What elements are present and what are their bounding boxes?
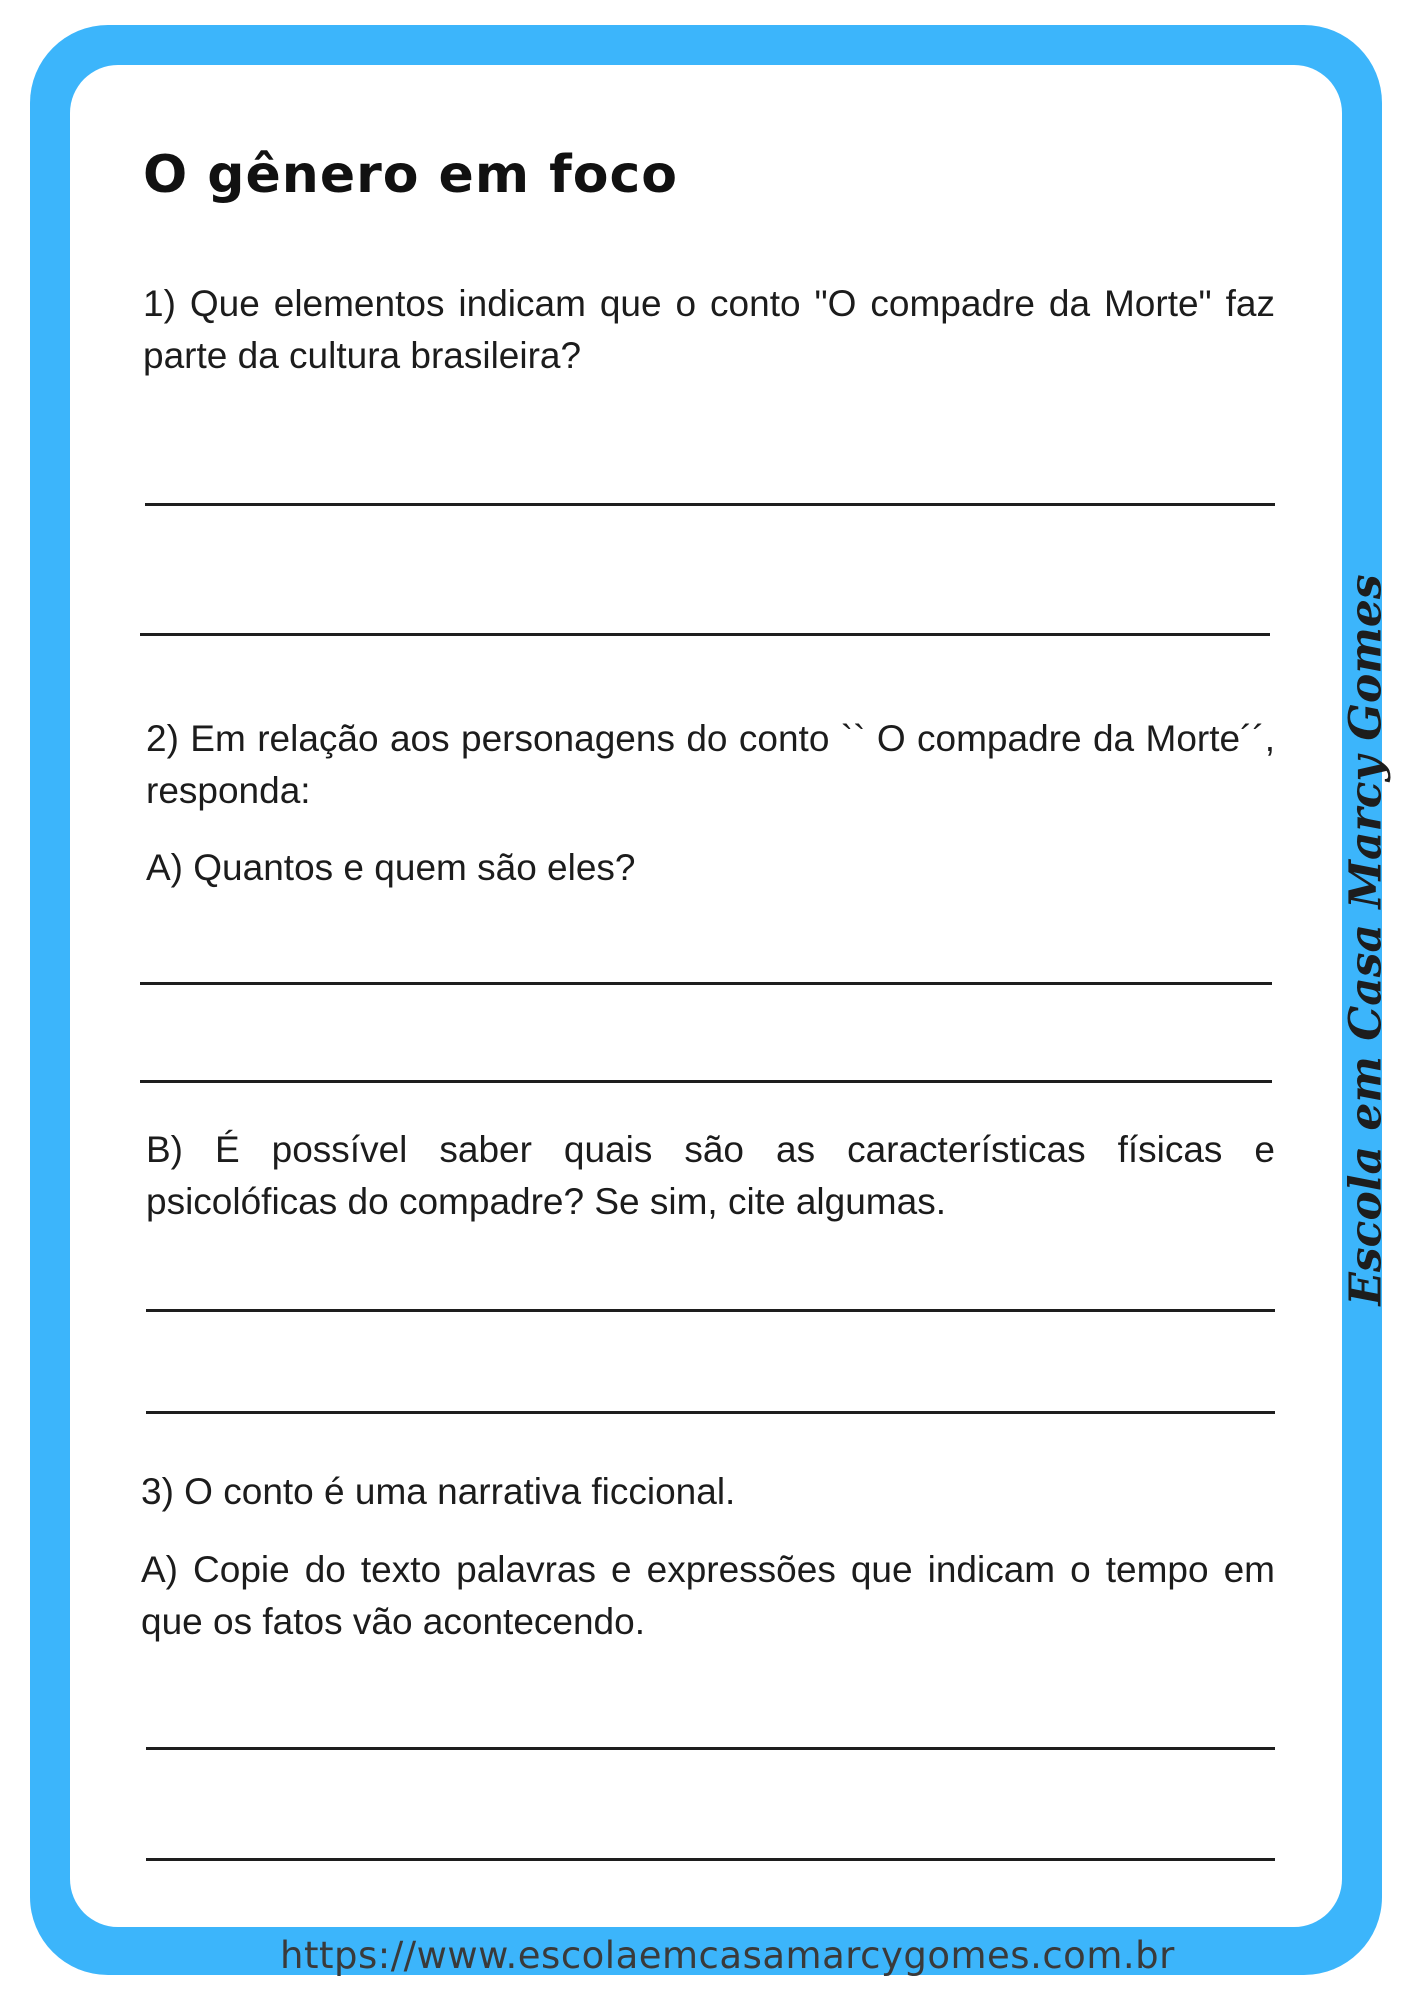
answer-line — [146, 1858, 1275, 1861]
question-3-text: 3) O conto é uma narrativa ficcional. — [141, 1471, 736, 1512]
answer-line — [140, 982, 1272, 985]
answer-line — [140, 1080, 1272, 1083]
question-2-text: 2) Em relação aos personagens do conto `` O compadre da Morte´´, responda: — [146, 718, 1275, 811]
question-1-text: 1) Que elementos indicam que o conto "O compadre da Morte" faz parte da cultura brasileira? — [143, 283, 1275, 376]
answer-line — [140, 633, 1270, 636]
answer-line — [146, 1309, 1275, 1312]
footer-website-url: https://www.escolaemcasamarcygomes.com.br — [280, 1934, 1175, 1977]
worksheet-title: O gênero em foco — [143, 145, 679, 205]
answer-line — [146, 1411, 1275, 1414]
question-3a-text: A) Copie do texto palavras e expressões que indicam o tempo em que os fatos vão acontecendo. — [141, 1549, 1275, 1642]
answer-line — [145, 503, 1275, 506]
question-2b-text: B) É possível saber quais são as características físicas e psicolóficas do compadre? Se sim, cite algumas. — [146, 1129, 1275, 1222]
question-2a-text: A) Quantos e quem são eles? — [146, 847, 636, 888]
side-brand-label: Escola em Casa Marcy Gomes — [1340, 574, 1392, 1306]
answer-line — [146, 1747, 1275, 1750]
